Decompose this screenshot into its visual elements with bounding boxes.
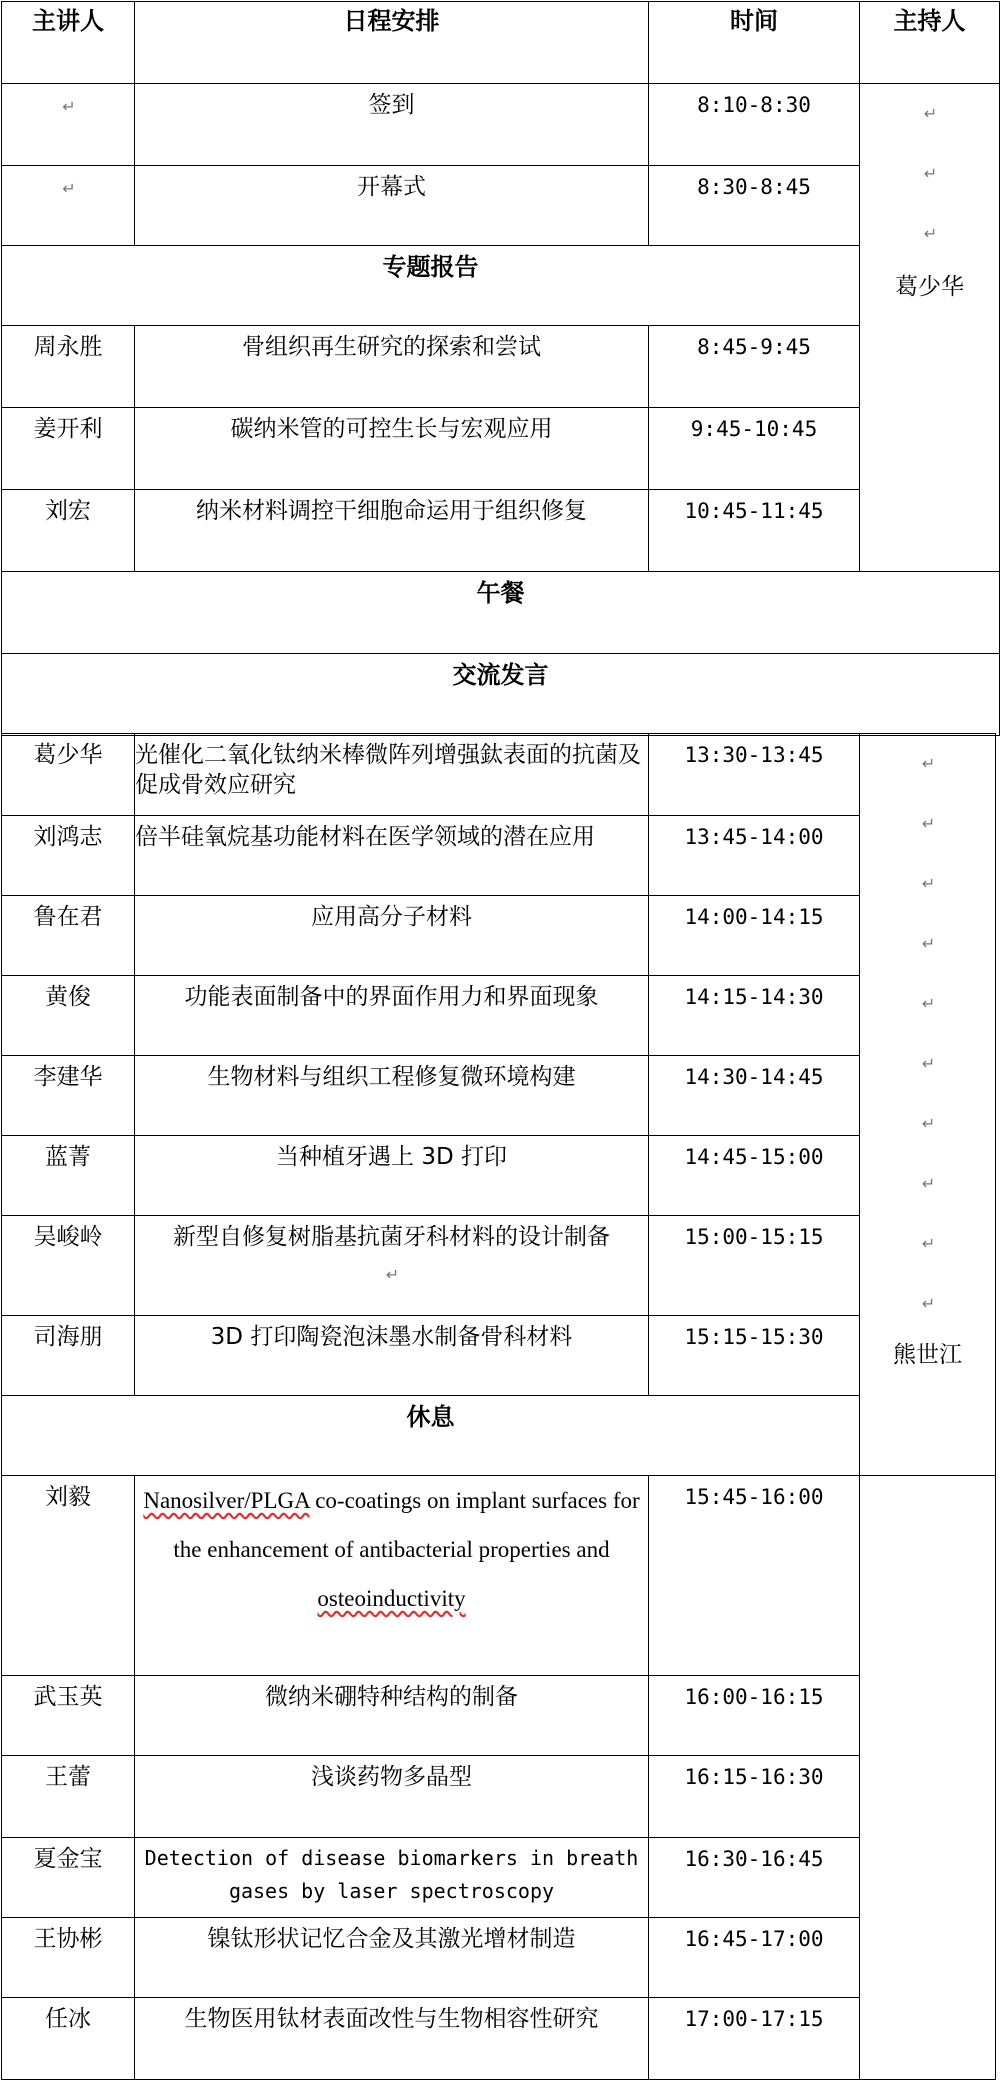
speaker-cell: 刘鸿志 (2, 816, 135, 896)
paragraph-mark: ↵ (921, 1294, 936, 1313)
lunch-row (2, 572, 1000, 654)
exchange-title: 交流发言 (2, 654, 1000, 736)
speaker-cell: 黄俊 (2, 976, 135, 1056)
time-cell: 13:45-14:00 (649, 816, 860, 896)
host-cell-morning (860, 84, 1000, 572)
paragraph-mark: ↵ (921, 1234, 936, 1253)
table-row (2, 326, 1000, 408)
section-row (2, 246, 1000, 326)
morning-schedule-table (1, 1, 1000, 736)
time-cell: 16:45-17:00 (649, 1918, 860, 1998)
table-row (2, 1918, 996, 1998)
time-cell: 8:30-8:45 (649, 166, 860, 246)
table-row (2, 1756, 996, 1838)
header-host: 主持人 (860, 2, 1000, 84)
paragraph-mark: ↵ (921, 874, 936, 893)
table-row (2, 408, 1000, 490)
host-cell-empty (860, 1476, 996, 2080)
title-cell: 签到 (135, 84, 649, 166)
table-row (2, 896, 996, 976)
time-cell: 8:10-8:30 (649, 84, 860, 166)
table-row (2, 490, 1000, 572)
title-cell: 生物材料与组织工程修复微环境构建 (135, 1056, 649, 1136)
title-part: osteoinductivity (317, 1586, 466, 1611)
title-cell: 倍半硅氧烷基功能材料在医学领域的潜在应用 (135, 816, 649, 896)
title-cell: 开幕式 (135, 166, 649, 246)
title-cell (135, 1216, 649, 1316)
table-row (2, 166, 1000, 246)
title-text: 新型自修复树脂基抗菌牙科材料的设计制备 (173, 1224, 610, 1250)
title-part: co-coatings on implant surfaces for the enhancement of antibacterial properties and (173, 1488, 640, 1562)
speaker-cell (2, 166, 135, 246)
speaker-cell: 姜开利 (2, 408, 135, 490)
title-cell: 碳纳米管的可控生长与宏观应用 (135, 408, 649, 490)
header-time: 时间 (649, 2, 860, 84)
title-cell: 微纳米硼特种结构的制备 (135, 1676, 649, 1756)
paragraph-mark: ↵ (921, 994, 936, 1013)
time-cell: 15:00-15:15 (649, 1216, 860, 1316)
paragraph-mark: ↵ (62, 179, 76, 198)
paragraph-mark: ↵ (923, 104, 938, 123)
header-schedule: 日程安排 (135, 2, 649, 84)
speaker-cell: 夏金宝 (2, 1838, 135, 1918)
header-speaker: 主讲人 (2, 2, 135, 84)
break-title: 休息 (2, 1396, 860, 1476)
time-cell: 15:15-15:30 (649, 1316, 860, 1396)
speaker-cell: 刘宏 (2, 490, 135, 572)
table-row (2, 1838, 996, 1918)
speaker-cell: 吴峻岭 (2, 1216, 135, 1316)
table-row (2, 816, 996, 896)
paragraph-mark: ↵ (921, 1114, 936, 1133)
table-row (2, 1216, 996, 1316)
lunch-title: 午餐 (2, 572, 1000, 654)
paragraph-mark: ↵ (923, 224, 938, 243)
time-cell: 15:45-16:00 (649, 1476, 860, 1676)
speaker-cell: 周永胜 (2, 326, 135, 408)
break-row (2, 1396, 996, 1476)
paragraph-mark: ↵ (385, 1265, 400, 1284)
time-cell: 14:00-14:15 (649, 896, 860, 976)
title-cell: 浅谈药物多晶型 (135, 1756, 649, 1838)
table-row (2, 1998, 996, 2080)
paragraph-mark: ↵ (921, 1174, 936, 1193)
title-cell: 生物医用钛材表面改性与生物相容性研究 (135, 1998, 649, 2080)
title-cell: 镍钛形状记忆合金及其激光增材制造 (135, 1918, 649, 1998)
table-row (2, 1136, 996, 1216)
header-row (2, 2, 1000, 84)
table-row (2, 1676, 996, 1756)
paragraph-mark: ↵ (921, 1054, 936, 1073)
time-cell: 16:15-16:30 (649, 1756, 860, 1838)
title-cell (135, 1476, 649, 1676)
title-cell: 纳米材料调控干细胞命运用于组织修复 (135, 490, 649, 572)
time-cell: 10:45-11:45 (649, 490, 860, 572)
speaker-cell: 李建华 (2, 1056, 135, 1136)
time-cell: 9:45-10:45 (649, 408, 860, 490)
title-cell: 骨组织再生研究的探索和尝试 (135, 326, 649, 408)
time-cell: 14:45-15:00 (649, 1136, 860, 1216)
paragraph-mark: ↵ (921, 754, 936, 773)
speaker-cell: 武玉英 (2, 1676, 135, 1756)
speaker-cell: 鲁在君 (2, 896, 135, 976)
title-cell: 3D 打印陶瓷泡沫墨水制备骨科材料 (135, 1316, 649, 1396)
title-cell: 当种植牙遇上 3D 打印 (135, 1136, 649, 1216)
time-cell: 14:15-14:30 (649, 976, 860, 1056)
afternoon-schedule-table (1, 733, 996, 2080)
time-cell: 17:00-17:15 (649, 1998, 860, 2080)
table-row (2, 1056, 996, 1136)
title-cell: 功能表面制备中的界面作用力和界面现象 (135, 976, 649, 1056)
paragraph-mark: ↵ (921, 814, 936, 833)
time-cell: 8:45-9:45 (649, 326, 860, 408)
speaker-cell: 任冰 (2, 1998, 135, 2080)
host-name: 葛少华 (895, 274, 964, 300)
speaker-cell (2, 84, 135, 166)
paragraph-mark: ↵ (921, 934, 936, 953)
title-cell: 应用高分子材料 (135, 896, 649, 976)
speaker-cell: 王协彬 (2, 1918, 135, 1998)
time-cell: 16:00-16:15 (649, 1676, 860, 1756)
table-row (2, 1476, 996, 1676)
table-row (2, 1316, 996, 1396)
title-cell: Detection of disease biomarkers in breath gases by laser spectroscopy (135, 1838, 649, 1918)
time-cell: 16:30-16:45 (649, 1838, 860, 1918)
time-cell: 13:30-13:45 (649, 734, 860, 816)
title-part: Nanosilver/PLGA (143, 1488, 310, 1513)
table-row (2, 84, 1000, 166)
speaker-cell: 刘毅 (2, 1476, 135, 1676)
speaker-cell: 葛少华 (2, 734, 135, 816)
paragraph-mark: ↵ (62, 97, 76, 116)
speaker-cell: 蓝菁 (2, 1136, 135, 1216)
exchange-row (2, 654, 1000, 736)
host-cell-afternoon (860, 734, 996, 1476)
title-cell: 光催化二氧化钛纳米棒微阵列增强鈦表面的抗菌及促成骨效应研究 (135, 734, 649, 816)
speaker-cell: 王蕾 (2, 1756, 135, 1838)
host-name: 熊世江 (893, 1342, 962, 1368)
section-title: 专题报告 (2, 246, 860, 326)
table-row (2, 734, 996, 816)
speaker-cell: 司海朋 (2, 1316, 135, 1396)
paragraph-mark: ↵ (923, 164, 938, 183)
table-row (2, 976, 996, 1056)
time-cell: 14:30-14:45 (649, 1056, 860, 1136)
